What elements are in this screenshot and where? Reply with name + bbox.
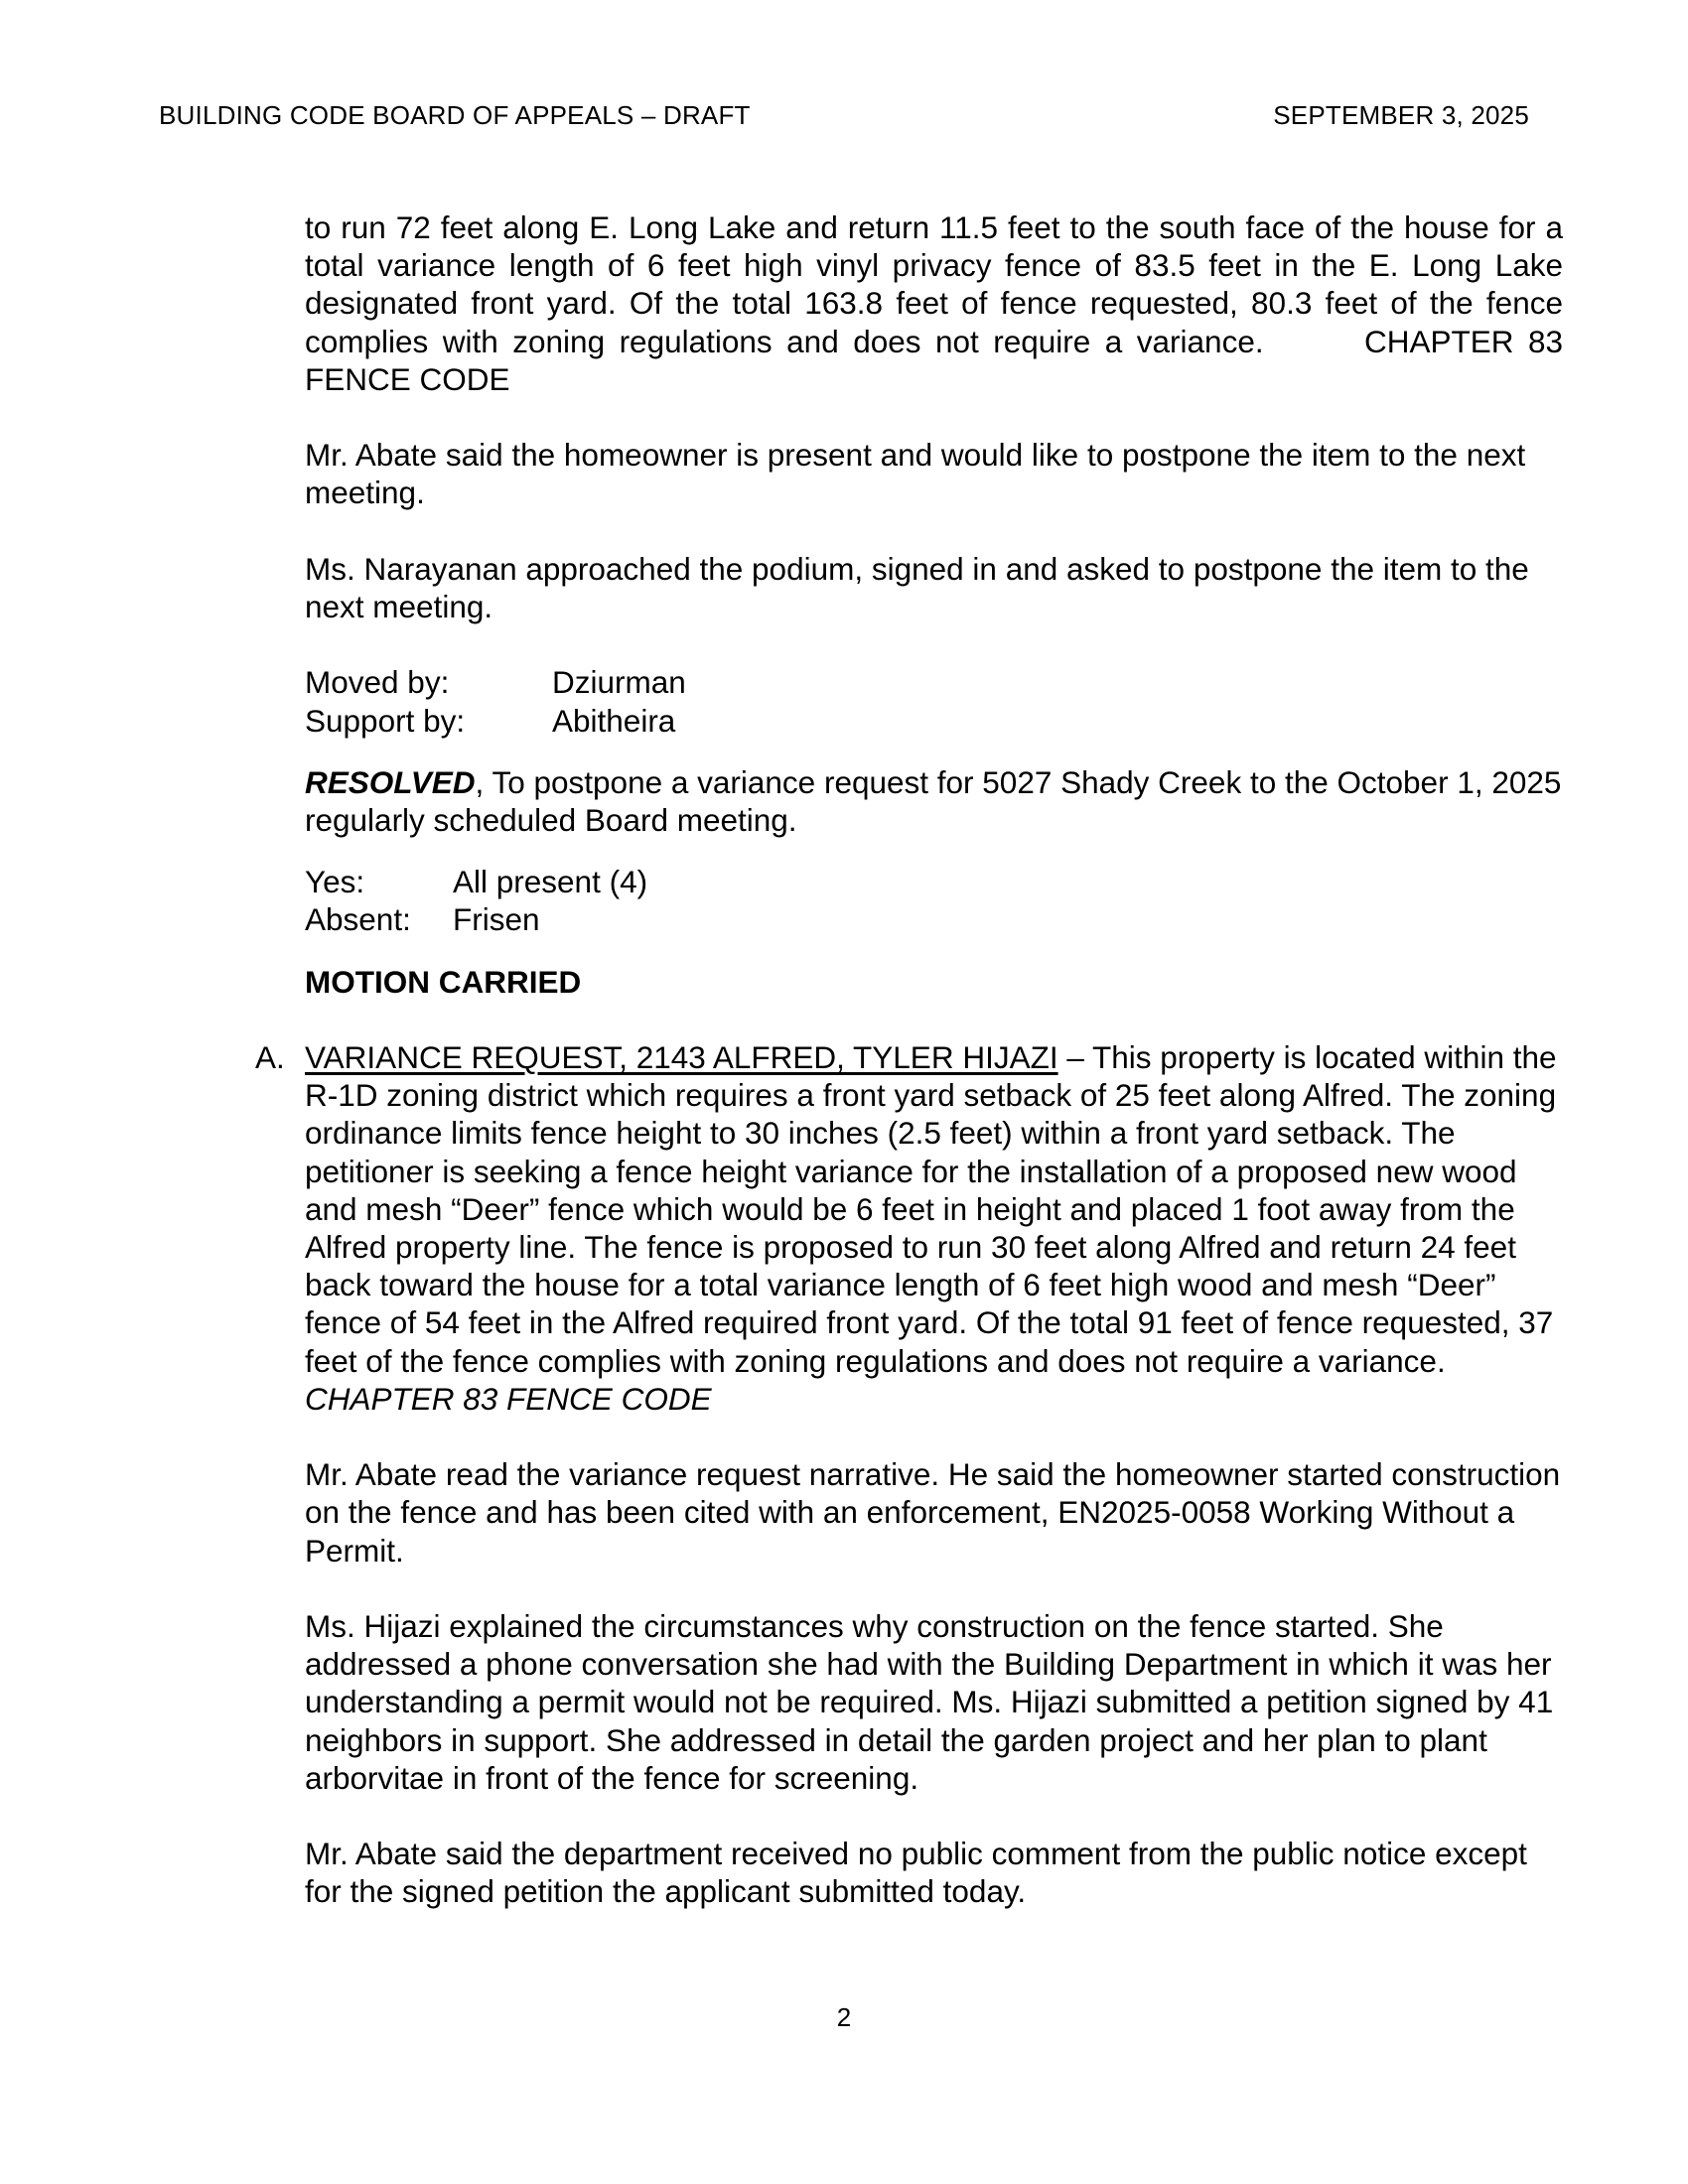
item-text: – This property is located within the R-1D zoning district which requires a front yard setback of 25 feet along Alfred. The zoning ordinance limits fence height to 30 inches (2.5 feet) within a front yard setback. The petitioner is seeking a fence height variance for the installation of a proposed new wood and mesh “Deer” fence which would be 6 feet in height and placed 1 foot away from the Alfred property line. The fence is proposed to run 30 feet along Alfred and return 24 feet back toward the house for a total variance length of 6 feet high wood and mesh “Deer” fence of 54 feet in the Alfred required front yard. Of the total 91 feet of fence requested, 37 feet of the fence complies with zoning regulations and does not require a variance. [305, 1039, 1557, 1379]
vote-absent-row [305, 900, 1563, 938]
motion-block [305, 663, 1563, 739]
vote-yes-row [305, 863, 1563, 900]
vote-yes-value: All present (4) [453, 864, 648, 900]
moved-by-label: Moved by: [305, 664, 450, 701]
vote-absent-label: Absent: [305, 901, 411, 938]
hijazi-paragraph: Ms. Hijazi explained the circumstances why construction on the fence started. She addressed a phone conversation she had with the Building Department in which it was her understanding a permit would not be required. Ms. Hijazi submitted a petition signed by 41 neighbors in support. She addressed in detail the garden project and her plan to plant arborvitae in front of the fence for screening. [305, 1608, 1554, 1796]
support-by-label: Support by: [305, 702, 466, 739]
motion-carried: MOTION CARRIED [305, 963, 582, 1000]
vote-yes-label: Yes: [305, 864, 365, 900]
abate-postpone-paragraph: Mr. Abate said the homeowner is present and would like to postpone the item to the next meeting. [305, 437, 1526, 511]
moved-by-value: Dziurman [552, 664, 686, 701]
item-code: CHAPTER 83 FENCE CODE [305, 1380, 712, 1417]
page-number: 2 [836, 2002, 852, 2032]
header-title: BUILDING CODE BOARD OF APPEALS – DRAFT [159, 100, 751, 130]
resolved-text: , To postpone a variance request for 5027 Shady Creek to the October 1, 2025 regularly scheduled Board meeting. [305, 763, 1562, 838]
header-date: SEPTEMBER 3, 2025 [1273, 100, 1529, 130]
agenda-item-a [255, 1038, 1563, 1418]
public-comment-paragraph: Mr. Abate said the department received no public comment from the public notice except for the signed petition the applicant submitted today. [305, 1836, 1527, 1910]
resolved-paragraph [305, 763, 1563, 839]
item-title: VARIANCE REQUEST, 2143 ALFRED, TYLER HIJAZI [305, 1039, 1058, 1075]
abate-narrative-paragraph: Mr. Abate read the variance request narrative. He said the homeowner started construction on the fence and has been cited with an enforcement, EN2025-0058 Working Without a Permit. [305, 1456, 1561, 1569]
document-body [255, 208, 1563, 1949]
vote-absent-value: Frisen [453, 901, 540, 938]
moved-by-row [305, 663, 1563, 701]
continuation-paragraph [305, 208, 1563, 398]
item-letter: A. [255, 1039, 285, 1075]
resolved-keyword: RESOLVED [305, 763, 476, 800]
support-by-row [305, 702, 1563, 740]
support-by-value: Abitheira [552, 702, 676, 739]
vote-block [305, 863, 1563, 938]
narayanan-paragraph: Ms. Narayanan approached the podium, signed in and asked to postpone the item to the next meeting. [305, 550, 1529, 624]
continuation-code: CHAPTER 83 FENCE CODE [305, 323, 1563, 397]
continuation-text: to run 72 feet along E. Long Lake and return 11.5 feet to the south face of the house for a total variance length of 6 feet high vinyl privacy fence of 83.5 feet in the E. Long Lake designated front yard. Of the total 163.8 feet of fence requested, 80.3 feet of the fence complies with zoning regulations and does not require a variance. [305, 209, 1563, 359]
